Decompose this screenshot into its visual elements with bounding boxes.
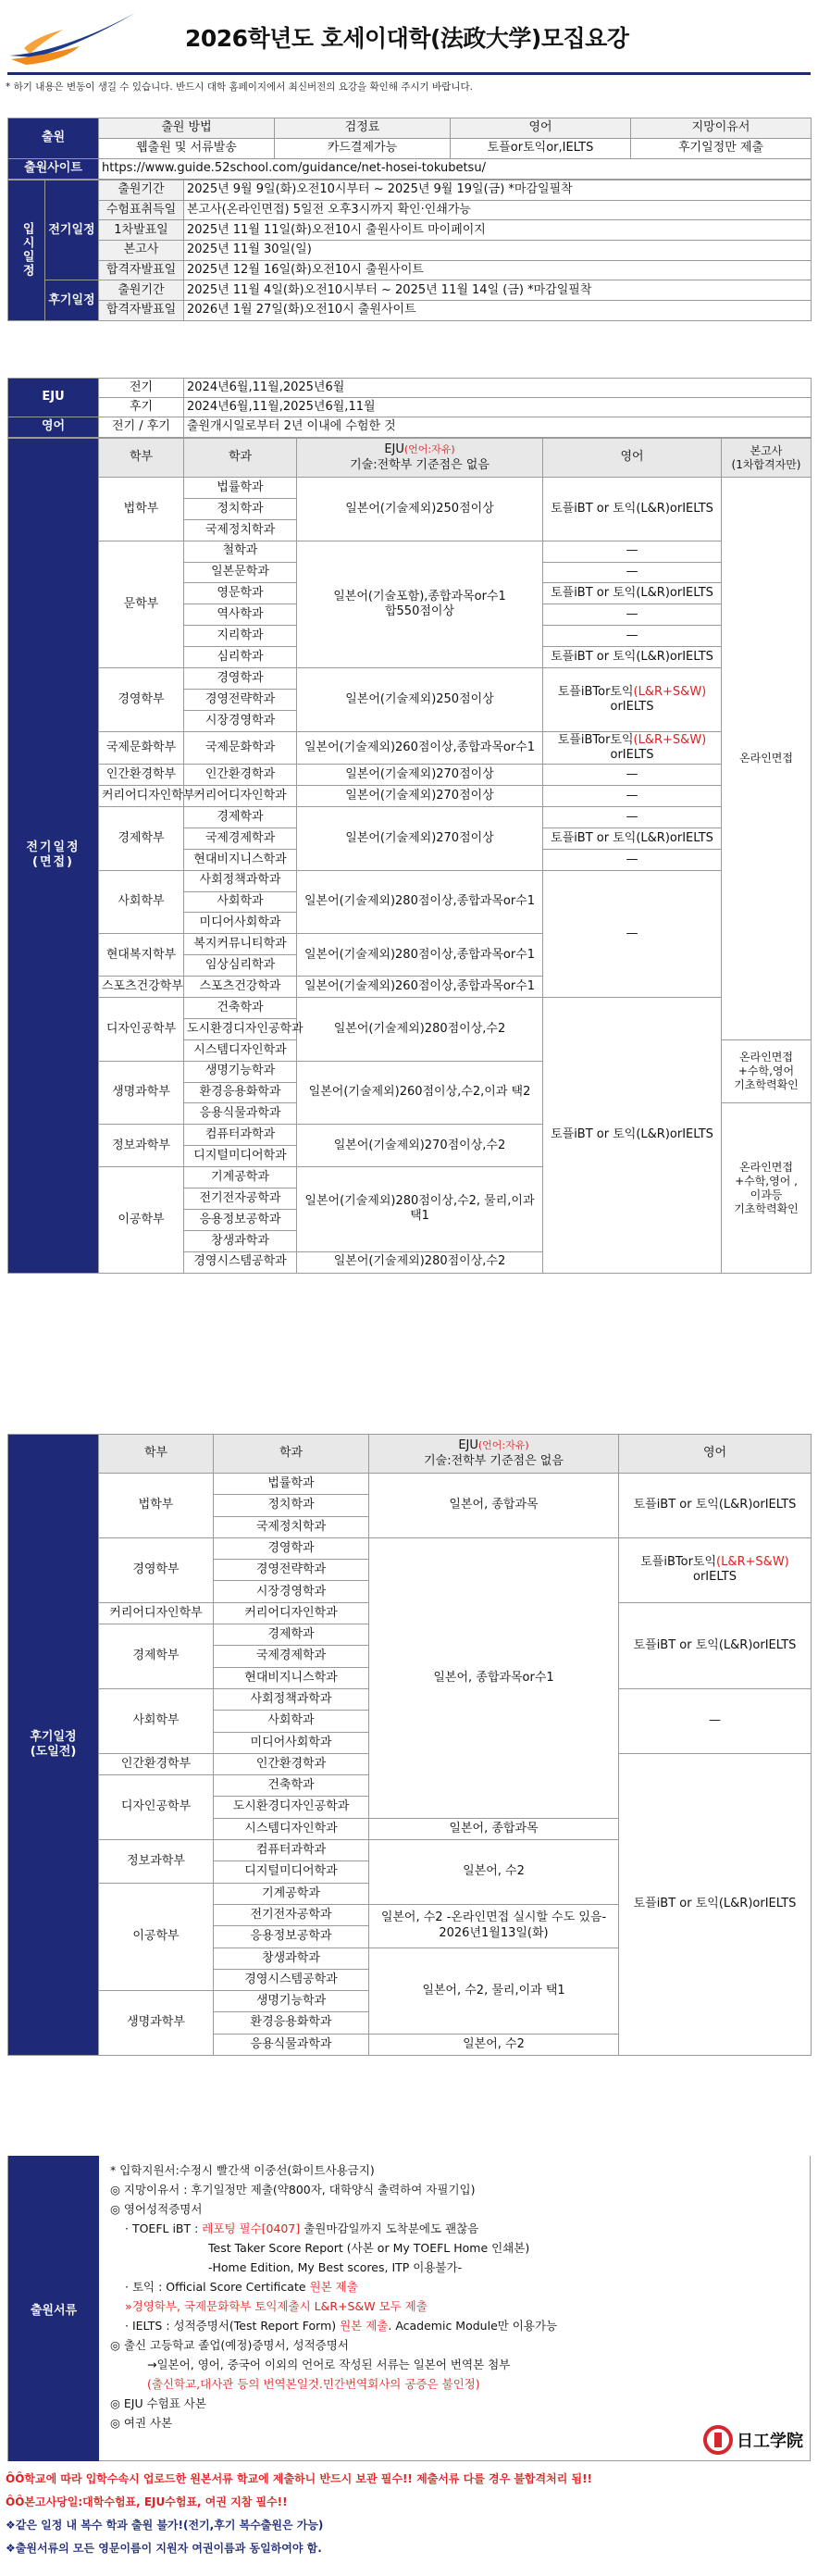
dept-cell: 국제정치학과 [184, 519, 297, 541]
apply-val: 카드결제가능 [275, 139, 451, 159]
dept-cell: 국제경제학과 [184, 828, 297, 849]
dept-cell: 창생과학과 [214, 1948, 369, 1969]
dept-cell: 창생과학과 [184, 1230, 297, 1251]
schedule-value: 2025년 9월 9일(화)오전10시부터 ~ 2025년 9월 19일(금) *마감일필착 [184, 180, 812, 201]
eju-req-cell: 일본어(기술제외)280점이상,종합과목or수1 [297, 934, 543, 977]
apply-table [7, 118, 812, 180]
english-req-cell: — [543, 626, 722, 647]
english-req-cell: — [543, 849, 722, 870]
faculty-cell: 디자인공학부 [99, 1775, 214, 1840]
faculty-cell: 생명과학부 [99, 1991, 214, 2056]
schedule-table [7, 180, 812, 321]
dept-cell: 정치학과 [214, 1495, 369, 1516]
dept-cell: 건축학과 [184, 997, 297, 1018]
schedule-value: 2025년 11월 4일(화)오전10시부터 ~ 2025년 11월 14일 (금) *마감일필착 [184, 280, 812, 301]
schedule-item: 합격자발표일 [99, 301, 184, 321]
header-faculty: 학부 [99, 439, 184, 478]
faculty-cell: 정보과학부 [99, 1840, 214, 1884]
dept-cell: 경영학과 [184, 668, 297, 690]
faculty-cell: 스포츠건강학부 [99, 977, 184, 998]
eju-req-cell: 일본어(기술포함),종합과목or수1 합550점이상 [297, 541, 543, 667]
late-table [7, 1434, 812, 2056]
english-req-cell: — [543, 604, 722, 626]
eju-req-cell: 일본어(기술제외)250점이상 [297, 478, 543, 541]
header [0, 0, 818, 80]
english-req-cell: — [543, 806, 722, 828]
doc-line: ◎ 영어성적증명서 [110, 2202, 203, 2216]
faculty-cell: 경제학부 [99, 1624, 214, 1689]
faculty-cell: 인간환경학부 [99, 1753, 214, 1774]
dept-cell: 생명기능학과 [184, 1061, 297, 1082]
eju-req-cell: 일본어(기술제외)280점이상,수2, 물리,이과 택1 [297, 1167, 543, 1252]
header-eju: EJU(언어:자유) 기술:전학부 기준점은 없음 [297, 439, 543, 478]
eju-req-cell: 일본어, 종합과목or수1 [369, 1537, 619, 1818]
header-exam: 본고사 (1차합격자만) [722, 439, 812, 478]
dept-cell: 커리어디자인학과 [184, 786, 297, 807]
exam-cell: 온라인면접 [722, 478, 812, 1040]
dept-cell: 일본문학과 [184, 562, 297, 583]
eju-req-cell: 일본어, 수2 [369, 2034, 619, 2055]
faculty-cell: 국제문화학부 [99, 731, 184, 765]
header-dept: 학과 [214, 1435, 369, 1474]
english-req-cell: 토플iBT or 토익(L&R)orIELTS [543, 647, 722, 668]
dept-cell: 스포츠건강학과 [184, 977, 297, 998]
dept-cell: 전기전자공학과 [214, 1904, 369, 1925]
faculty-cell: 사회학부 [99, 870, 184, 934]
faculty-cell: 인간환경학부 [99, 765, 184, 786]
notice-text: * 하기 내용은 변동이 생길 수 있습니다. 반드시 대학 홈페이지에서 최신버전의 요강을 확인해 주시기 바랍니다. [6, 81, 473, 93]
title-rule [7, 72, 811, 75]
eju-req-cell: 일본어, 수2 [369, 1840, 619, 1905]
dept-cell: 경제학과 [214, 1624, 369, 1646]
english-req-cell: 토플iBT or 토익(L&R)orIELTS [543, 828, 722, 849]
eju-req-cell: 일본어(기술제외)270점이상 [297, 786, 543, 807]
footer-line: ❖출원서류의 모든 영문이름이 지원자 여권이름과 동일하여야 함. [6, 2542, 322, 2555]
english-req-cell: 토플iBT or 토익(L&R)orIELTS [543, 478, 722, 541]
english-req-cell: 토플iBT or 토익(L&R)orIELTS [543, 583, 722, 604]
brand-logo [703, 2423, 803, 2459]
early-label: 전기일정 [45, 180, 99, 280]
eju-label: EJU [8, 379, 99, 417]
dept-cell: 역사학과 [184, 604, 297, 626]
dept-cell: 경영전략학과 [214, 1560, 369, 1581]
dept-cell: 디지털미디어학과 [184, 1146, 297, 1167]
faculty-cell: 이공학부 [99, 1883, 214, 1990]
eju-term: 전기 [99, 379, 184, 398]
site-label: 출원사이트 [8, 159, 99, 180]
faculty-cell: 생명과학부 [99, 1061, 184, 1125]
dept-cell: 건축학과 [214, 1775, 369, 1797]
english-term: 전기 / 후기 [99, 417, 184, 438]
apply-label: 출원 [8, 118, 99, 159]
dept-cell: 디지털미디어학과 [214, 1861, 369, 1883]
eju-table [7, 378, 812, 438]
doc-line: →일본어, 영어, 중국어 이외의 언어로 작성된 서류는 일본어 번역본 첨부 [147, 2358, 511, 2371]
dept-cell: 인간환경학과 [184, 765, 297, 786]
dept-cell: 도시환경디자인공학과 [184, 1018, 297, 1039]
eju-req-cell: 일본어, 종합과목 [369, 1818, 619, 1839]
english-req-cell: — [543, 765, 722, 786]
dept-cell: 환경응용화학과 [184, 1082, 297, 1103]
apply-val: 웹출원 및 서류발송 [99, 139, 275, 159]
dept-cell: 생명기능학과 [214, 1991, 369, 2012]
eju-req-cell: 일본어, 종합과목 [369, 1474, 619, 1538]
faculty-cell: 문학부 [99, 541, 184, 667]
header-eju: EJU(언어:자유) 기술:전학부 기준점은 없음 [369, 1435, 619, 1474]
site-url[interactable]: https://www.guide.52school.com/guidance/net-hosei-tokubetsu/ [99, 159, 812, 180]
logo-swoosh-icon [7, 9, 146, 68]
dept-cell: 컴퓨터과학과 [184, 1125, 297, 1146]
doc-line: (출신학교,대사관 등의 번역본일것.민간번역회사의 공증은 불인정) [147, 2377, 480, 2391]
dept-cell: 경영학과 [214, 1537, 369, 1559]
dept-cell: 인간환경학과 [214, 1753, 369, 1774]
english-req-cell: 토플iBTor토익(L&R+S&W) orIELTS [619, 1537, 812, 1602]
schedule-item: 합격자발표일 [99, 260, 184, 280]
late-label: 후기일정 [45, 280, 99, 320]
dept-cell: 경제학과 [184, 806, 297, 828]
english-req-cell: — [543, 870, 722, 997]
doc-line: * 입학지원서:수정시 빨간색 이중선(화이트사용금지) [110, 2163, 375, 2177]
dept-cell: 경영시스템공학과 [214, 1969, 369, 1990]
doc-line: »경영학부, 국제문화학부 토익제출시 L&R+S&W 모두 제출 [125, 2299, 428, 2313]
dept-cell: 현대비지니스학과 [214, 1667, 369, 1688]
eju-dates: 2024년6월,11월,2025년6월,11월 [184, 398, 812, 417]
dept-cell: 경영전략학과 [184, 689, 297, 710]
documents-label: 출원서류 [8, 2156, 99, 2461]
doc-line: · IELTS : 성적증명서(Test Report Form) 원본 제출. Academic Module만 이용가능 [125, 2319, 558, 2333]
header-faculty: 학부 [99, 1435, 214, 1474]
dept-cell: 기계공학과 [184, 1167, 297, 1188]
doc-line: ◎ EJU 수험표 사본 [110, 2396, 206, 2410]
early-table [7, 438, 812, 1274]
faculty-cell: 정보과학부 [99, 1125, 184, 1167]
english-req-cell: — [543, 562, 722, 583]
schedule-item: 수험표취득일 [99, 200, 184, 220]
dept-cell: 철학과 [184, 541, 297, 562]
dept-cell: 임상심리학과 [184, 955, 297, 977]
english-req-cell: 토플iBTor토익(L&R+S&W) orIELTS [543, 731, 722, 765]
apply-col: 검정료 [275, 118, 451, 139]
english-text: 출원개시일로부터 2년 이내에 수험한 것 [184, 417, 812, 438]
footer-line: ÔÔ학교에 따라 입학수속시 업로드한 원본서류 학교에 제출하니 반드시 보관 필수!! 제출서류 다를 경우 불합격처리 됨!! [6, 2472, 593, 2485]
dept-cell: 시장경영학과 [214, 1581, 369, 1602]
apply-val: 토플or토익or,IELTS [451, 139, 631, 159]
dept-cell: 기계공학과 [214, 1883, 369, 1904]
footer-line: ❖같은 일정 내 복수 학과 출원 불가!(전기,후기 복수출원은 가능) [6, 2519, 324, 2532]
documents-section [7, 2156, 811, 2461]
eju-req-cell: 일본어(기술제외)280점이상,수2 [297, 1251, 543, 1273]
doc-line: · TOEFL iBT : 레포팅 필수[0407] 출원마감일까지 도착분에도 괜찮음 [125, 2221, 479, 2235]
dept-cell: 사회정책과학과 [184, 870, 297, 891]
english-req-cell: — [543, 541, 722, 562]
schedule-item: 1차발표일 [99, 220, 184, 241]
english-req-cell: — [619, 1688, 812, 1753]
schedule-item: 출원기간 [99, 180, 184, 201]
dept-cell: 전기전자공학과 [184, 1188, 297, 1210]
english-req-cell: 토플iBT or 토익(L&R)orIELTS [619, 1602, 812, 1688]
dept-cell: 응용정보공학과 [184, 1209, 297, 1230]
schedule-item: 출원기간 [99, 280, 184, 301]
apply-col: 출원 방법 [99, 118, 275, 139]
header-english: 영어 [543, 439, 722, 478]
exam-cell: 온라인면접 +수학,영어 ,이과등 기초학력확인 [722, 1103, 812, 1273]
doc-line: Test Taker Score Report (사본 or My TOEFL Home 인쇄본) [208, 2241, 530, 2255]
eju-req-cell: 일본어(기술제외)260점이상,수2,이과 택2 [297, 1061, 543, 1125]
eju-dates: 2024년6월,11월,2025년6월 [184, 379, 812, 398]
dept-cell: 정치학과 [184, 498, 297, 519]
brand-name: 日工学院 [737, 2432, 803, 2451]
doc-line: · 토익 : Official Score Certificate 원본 제출 [125, 2280, 358, 2294]
late-section-label: 후기일정 (도일전) [8, 1435, 99, 2056]
faculty-cell: 경영학부 [99, 1537, 214, 1602]
schedule-value: 본고사(온라인면접) 5일전 오후3시까지 확인·인쇄가능 [184, 200, 812, 220]
english-req-cell: 토플iBT or 토익(L&R)orIELTS [543, 997, 722, 1273]
documents-list [105, 2160, 808, 2433]
footer-line: ÔÔ본고사당일:대학수험표, EJU수험표, 여권 지참 필수!! [6, 2495, 288, 2508]
dept-cell: 경영시스템공학과 [184, 1251, 297, 1273]
eju-term: 후기 [99, 398, 184, 417]
eju-req-cell: 일본어(기술제외)260점이상,종합과목or수1 [297, 977, 543, 998]
faculty-cell: 커리어디자인학부 [99, 786, 184, 807]
dept-cell: 지리학과 [184, 626, 297, 647]
dept-cell: 법률학과 [184, 478, 297, 499]
dept-cell: 법률학과 [214, 1474, 369, 1495]
brand-mark-icon [703, 2423, 803, 2457]
faculty-cell: 디자인공학부 [99, 997, 184, 1061]
eju-req-cell: 일본어(기술제외)270점이상,수2 [297, 1125, 543, 1167]
schedule-value: 2025년 12월 16일(화)오전10시 출원사이트 [184, 260, 812, 280]
dept-cell: 시스템디자인학과 [184, 1039, 297, 1061]
dept-cell: 도시환경디자인공학과 [214, 1797, 369, 1818]
doc-line: ◎ 여권 사본 [110, 2416, 173, 2430]
faculty-cell: 법학부 [99, 1474, 214, 1538]
schedule-label: 입시일정 [8, 180, 45, 321]
eju-req-cell: 일본어(기술제외)270점이상 [297, 806, 543, 870]
footer-notes [6, 2468, 592, 2560]
dept-cell: 국제경제학과 [214, 1646, 369, 1667]
dept-cell: 커리어디자인학과 [214, 1602, 369, 1624]
dept-cell: 응용식물과학과 [184, 1103, 297, 1125]
dept-cell: 국제정치학과 [214, 1516, 369, 1537]
dept-cell: 사회정책과학과 [214, 1688, 369, 1710]
exam-cell: 온라인면접 +수학,영어 기초학력확인 [722, 1039, 812, 1103]
dept-cell: 시장경영학과 [184, 710, 297, 731]
doc-line: ◎ 지망이유서 : 후기일정만 제출(약800자, 대학양식 출력하여 자필기입) [110, 2183, 476, 2196]
dept-cell: 컴퓨터과학과 [214, 1840, 369, 1861]
eju-req-cell: 일본어(기술제외)280점이상,종합과목or수1 [297, 870, 543, 934]
dept-cell: 환경응용화학과 [214, 2012, 369, 2034]
eju-req-cell: 일본어, 수2 -온라인면접 실시할 수도 있음- 2026년1월13일(화) [369, 1904, 619, 1948]
english-req-cell: 토플iBT or 토익(L&R)orIELTS [619, 1474, 812, 1538]
eju-req-cell: 일본어(기술제외)260점이상,종합과목or수1 [297, 731, 543, 765]
english-req-cell: — [543, 786, 722, 807]
eju-req-cell: 일본어(기술제외)250점이상 [297, 668, 543, 732]
apply-col: 영어 [451, 118, 631, 139]
dept-cell: 사회학과 [184, 891, 297, 913]
schedule-value: 2026년 1월 27일(화)오전10시 출원사이트 [184, 301, 812, 321]
dept-cell: 영문학과 [184, 583, 297, 604]
dept-cell: 시스템디자인학과 [214, 1818, 369, 1839]
schedule-value: 2025년 11월 11일(화)오전10시 출원사이트 마이페이지 [184, 220, 812, 241]
eju-req-cell: 일본어(기술제외)280점이상,수2 [297, 997, 543, 1061]
doc-line: -Home Edition, My Best scores, ITP 이용불가- [208, 2260, 463, 2274]
dept-cell: 미디어사회학과 [184, 913, 297, 934]
dept-cell: 현대비지니스학과 [184, 849, 297, 870]
dept-cell: 응용식물과학과 [214, 2034, 369, 2055]
page-title: 2026학년도 호세이대학(法政大学)모집요강 [185, 25, 629, 52]
faculty-cell: 법학부 [99, 478, 184, 541]
schedule-item: 본고사 [99, 241, 184, 261]
dept-cell: 미디어사회학과 [214, 1732, 369, 1753]
dept-cell: 복지커뮤니티학과 [184, 934, 297, 955]
eju-req-cell: 일본어, 수2, 물리,이과 택1 [369, 1948, 619, 2034]
faculty-cell: 경제학부 [99, 806, 184, 870]
english-req-cell: 토플iBTor토익(L&R+S&W) orIELTS [543, 668, 722, 732]
doc-line: ◎ 출신 고등학교 졸업(예정)증명서, 성적증명서 [110, 2338, 349, 2352]
eju-req-cell: 일본어(기술제외)270점이상 [297, 765, 543, 786]
english-label: 영어 [8, 417, 99, 438]
apply-col: 지망이유서 [631, 118, 812, 139]
faculty-cell: 커리어디자인학부 [99, 1602, 214, 1624]
faculty-cell: 사회학부 [99, 1688, 214, 1753]
dept-cell: 심리학과 [184, 647, 297, 668]
header-english: 영어 [619, 1435, 812, 1474]
english-req-cell: 토플iBT or 토익(L&R)orIELTS [619, 1753, 812, 2055]
schedule-value: 2025년 11월 30일(일) [184, 241, 812, 261]
dept-cell: 사회학과 [214, 1711, 369, 1732]
early-section-label: 전기일정 (면접) [8, 439, 99, 1274]
dept-cell: 응용정보공학과 [214, 1926, 369, 1948]
header-dept: 학과 [184, 439, 297, 478]
apply-val: 후기일정만 제출 [631, 139, 812, 159]
faculty-cell: 경영학부 [99, 668, 184, 732]
dept-cell: 국제문화학과 [184, 731, 297, 765]
faculty-cell: 이공학부 [99, 1167, 184, 1273]
faculty-cell: 현대복지학부 [99, 934, 184, 977]
